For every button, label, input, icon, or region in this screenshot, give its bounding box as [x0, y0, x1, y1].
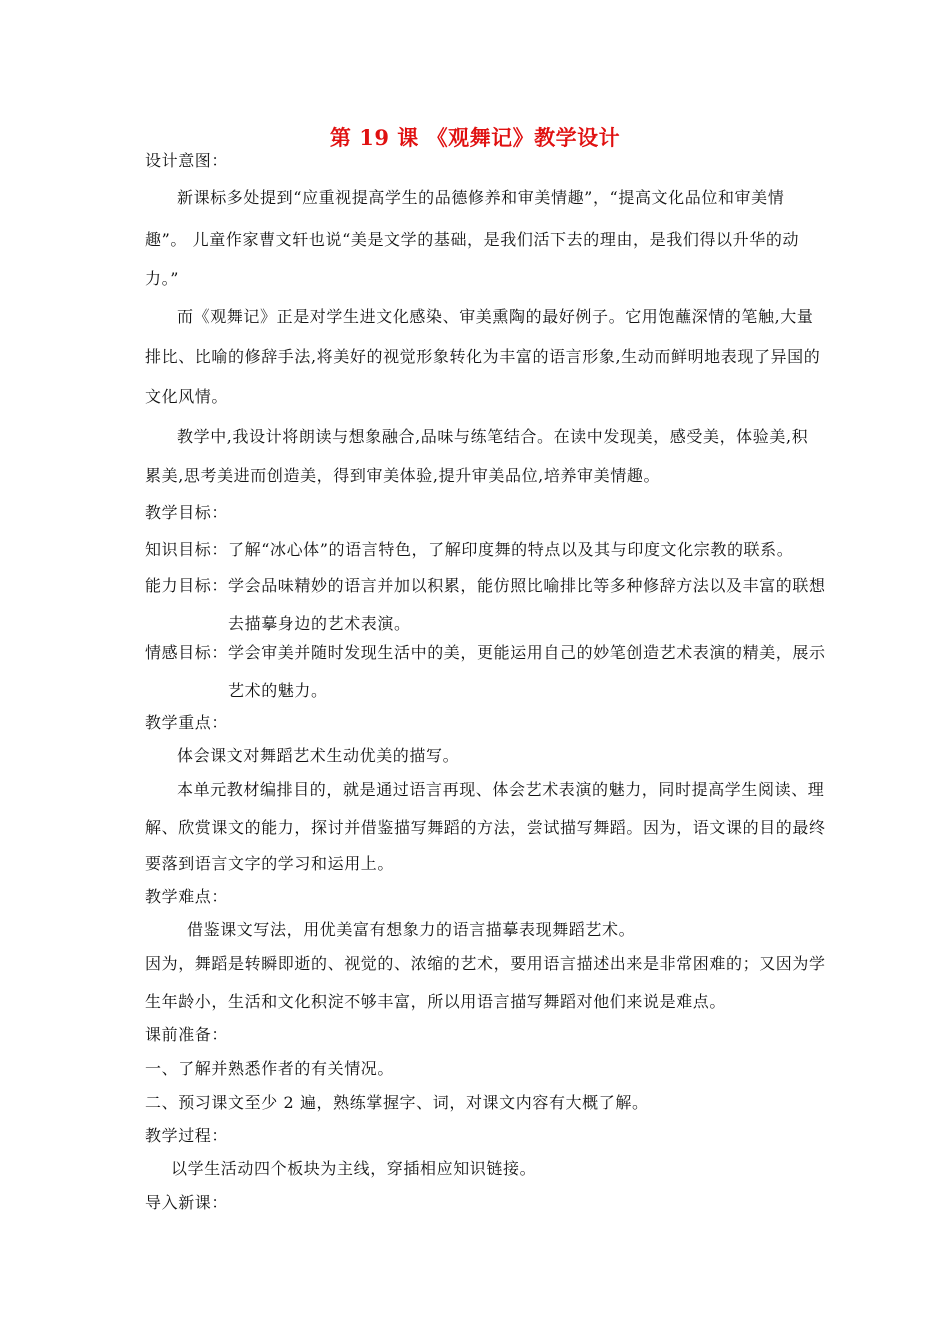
- paragraph-line: 教学中,我设计将朗读与想象融合,品味与练笔结合。在读中发现美，感受美，体验美,积: [177, 427, 809, 446]
- paragraph-line: 趣”。 儿童作家曹文轩也说“美是文学的基础，是我们活下去的理由，是我们得以升华的动: [145, 230, 800, 249]
- objective-line: 能力目标：学会品味精妙的语言并加以积累，能仿照比喻排比等多种修辞方法以及丰富的联想: [145, 576, 826, 595]
- paragraph-line: 因为，舞蹈是转瞬即逝的、视觉的、浓缩的艺术，要用语言描述出来是非常困难的；又因为学: [145, 954, 826, 973]
- paragraph-line: 而《观舞记》正是对学生进文化感染、审美熏陶的最好例子。它用饱蘸深情的笔触,大量: [177, 307, 814, 326]
- paragraph-line: 累美,思考美进而创造美，得到审美体验,提升审美品位,培养审美情趣。: [145, 466, 661, 485]
- section-heading: 课前准备：: [145, 1025, 229, 1044]
- paragraph-line: 借鉴课文写法，用优美富有想象力的语言描摹表现舞蹈艺术。: [187, 920, 636, 939]
- paragraph-line: 力。”: [145, 269, 179, 288]
- objective-line: 知识目标：了解“冰心体”的语言特色，了解印度舞的特点以及其与印度文化宗教的联系。: [145, 540, 794, 559]
- paragraph-line: 解、欣赏课文的能力，探讨并借鉴描写舞蹈的方法，尝试描写舞蹈。因为，语文课的目的最终: [145, 818, 826, 837]
- section-heading: 教学难点：: [145, 887, 229, 906]
- section-heading: 教学过程：: [145, 1126, 229, 1145]
- paragraph-line: 新课标多处提到“应重视提高学生的品德修养和审美情趣”，“提高文化品位和审美情: [177, 188, 785, 207]
- section-heading: 教学目标：: [145, 503, 229, 522]
- paragraph-line: 排比、比喻的修辞手法,将美好的视觉形象转化为丰富的语言形象,生动而鲜明地表现了异国的: [145, 347, 821, 366]
- section-heading: 设计意图：: [145, 151, 229, 170]
- paragraph-line: 文化风情。: [145, 387, 229, 406]
- paragraph-line: 要落到语言文字的学习和运用上。: [145, 854, 395, 873]
- objective-line: 去描摹身边的艺术表演。: [228, 614, 411, 633]
- paragraph-line: 体会课文对舞蹈艺术生动优美的描写。: [177, 746, 460, 765]
- paragraph-line: 本单元教材编排目的，就是通过语言再现、体会艺术表演的魅力，同时提高学生阅读、理: [177, 780, 825, 799]
- objective-line: 艺术的魅力。: [228, 681, 328, 700]
- section-heading: 导入新课：: [145, 1193, 229, 1212]
- section-heading: 教学重点：: [145, 713, 229, 732]
- paragraph-line: 以学生活动四个板块为主线，穿插相应知识链接。: [171, 1159, 537, 1178]
- list-item: 二、预习课文至少 2 遍，熟练掌握字、词，对课文内容有大概了解。: [145, 1093, 649, 1112]
- list-item: 一、了解并熟悉作者的有关情况。: [145, 1059, 395, 1078]
- paragraph-line: 生年龄小，生活和文化积淀不够丰富，所以用语言描写舞蹈对他们来说是难点。: [145, 992, 727, 1011]
- objective-line: 情感目标：学会审美并随时发现生活中的美，更能运用自己的妙笔创造艺术表演的精美，展示: [145, 643, 826, 662]
- document-title: 第 19 课 《观舞记》教学设计: [329, 125, 621, 150]
